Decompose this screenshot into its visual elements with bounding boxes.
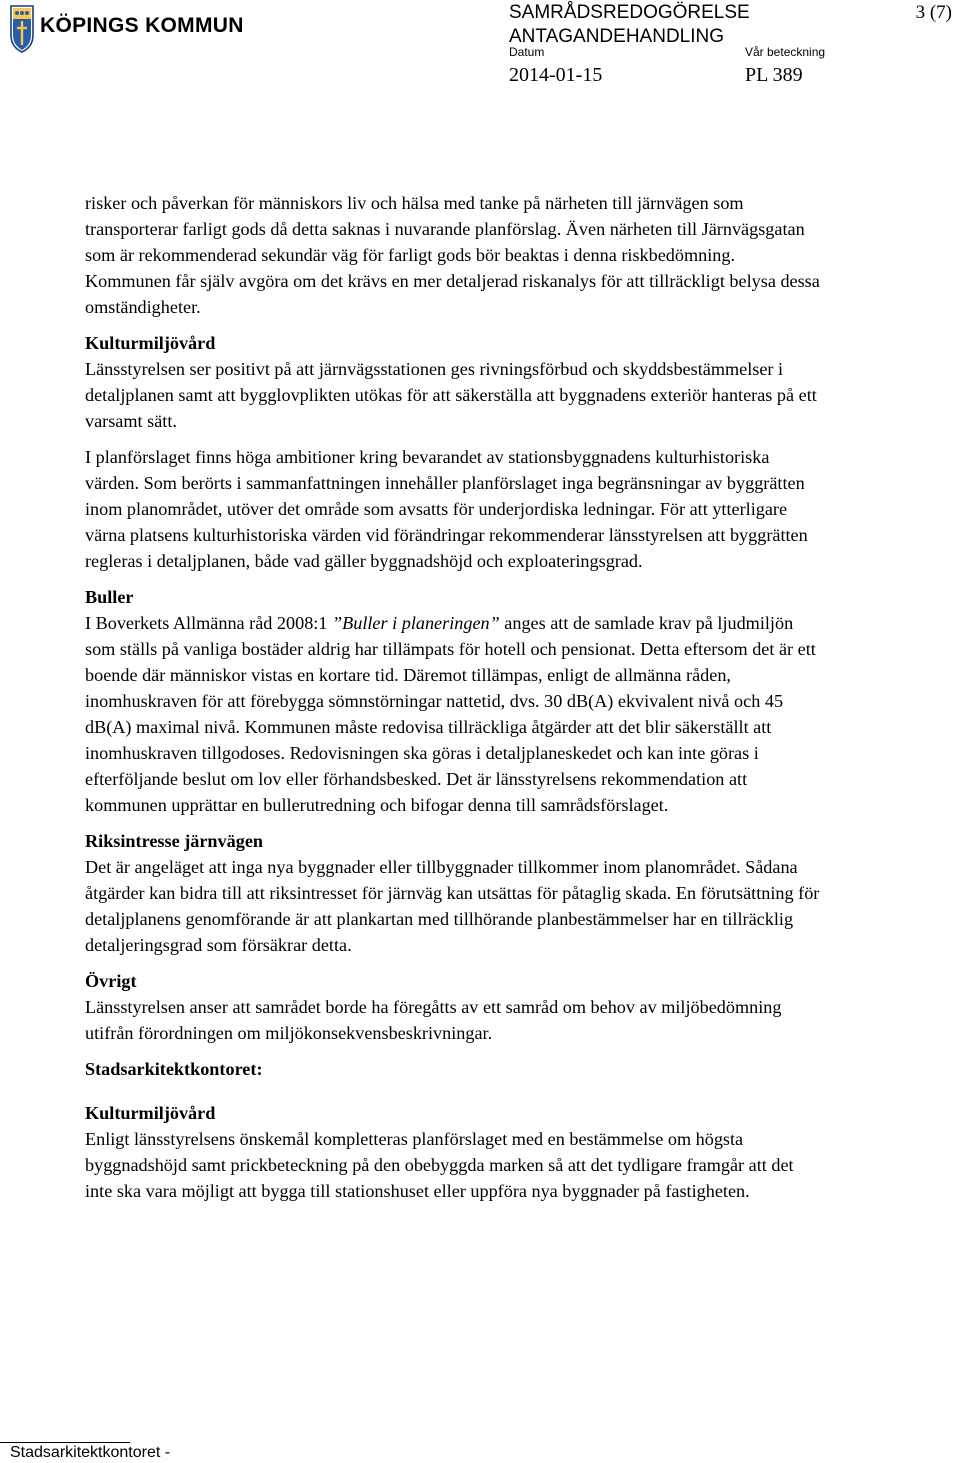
document-body <box>85 190 820 1214</box>
heading-kulturmiljovard: Kulturmiljövård <box>85 333 216 353</box>
paragraph-ovrigt: Länsstyrelsen anser att samrådet borde ha föregåtts av ett samråd om behov av miljöbedömning utifrån förordningen om miljökonsekvensbeskrivningar. <box>85 997 782 1043</box>
paragraph-kultur-1: Länsstyrelsen ser positivt på att järnvägsstationen ges rivningsförbud och skyddsbestämmelser i detaljplanen samt att bygglovplikten utökas för att säkerställa att byggnadens exteriör hanteras på ett varsamt sätt. <box>85 359 817 431</box>
heading-kulturmiljovard-2: Kulturmiljövård <box>85 1103 216 1123</box>
coat-of-arms-icon <box>10 5 34 53</box>
paragraph-stads-kultur: Enligt länsstyrelsens önskemål kompletteras planförslaget med en bestämmelse om högsta byggnadshöjd samt prickbeteckning på den obebyggda marken så att det tydligare framgår att det inte ska vara möjligt att bygga till stationshuset eller uppföra nya byggnader på fastigheten. <box>85 1129 794 1201</box>
date-value: 2014-01-15 <box>509 64 603 86</box>
page-number: 3 (7) <box>915 2 952 23</box>
paragraph-risk: risker och påverkan för människors liv och hälsa med tanke på närheten till järnvägen som transporterar farligt gods då detta saknas i nuvarande planförslag. Även närheten till Järnvägsgatan som är rekommenderad sekundär väg för farligt gods bör beaktas i denna riskbedömning. Kommunen får själv avgöra om det krävs en mer detaljerad riskanalys för att tillräckligt belysa dessa omständigheter. <box>85 193 820 317</box>
buller-text-end: anges att de samlade krav på ljudmiljön som ställs på vanliga bostäder aldrig har tillämpats för hotell och pensionat. Detta eftersom det är ett boende där människor vistas en kortare tid. Däremot tillämpas, enligt de allmänna råden, inomhuskraven för att förebygga sömnstörningar nattetid, dvs. 30 dB(A) ekvivalent nivå och 45 dB(A) maximal nivå. Kommunen måste redovisa tillräckliga åtgärder att det blir säkerställt att inomhuskraven tillgodoses. Redovisningen ska göras i detaljplaneskedet och kan inte göras i efterföljande beslut om lov eller förhandsbesked. Det är länsstyrelsens rekommendation att kommunen upprättar en bullerutredning och bifogar denna till samrådsförslaget. <box>85 613 816 815</box>
heading-ovrigt: Övrigt <box>85 971 137 991</box>
paragraph-riksintresse: Det är angeläget att inga nya byggnader eller tillbyggnader tillkommer inom planområdet. Sådana åtgärder kan bidra till att riksintresset för järnväg kan utsättas för påtaglig skada. En förutsättning för detaljplanens genomförande är att plankartan med tillhörande planbestämmelser har en tillräcklig detaljeringsgrad som försäkrar detta. <box>85 857 820 955</box>
reference-value: PL 389 <box>745 64 803 86</box>
buller-text-start: I Boverkets Allmänna råd 2008:1 <box>85 613 332 633</box>
buller-publication-title: ”Buller i planeringen” <box>332 613 500 633</box>
document-type-line-2: ANTAGANDEHANDLING <box>509 26 725 47</box>
footer-text: Stadsarkitektkontoret - <box>10 1444 171 1461</box>
date-label: Datum <box>509 45 545 59</box>
page-header <box>0 0 960 100</box>
document-type-line-1: SAMRÅDSREDOGÖRELSE <box>509 2 750 23</box>
logo <box>10 5 244 53</box>
heading-riksintresse: Riksintresse järnvägen <box>85 831 264 851</box>
document-type <box>509 1 750 49</box>
paragraph-kultur-2: I planförslaget finns höga ambitioner kring bevarandet av stationsbyggnadens kulturhistoriska värden. Som berörts i sammanfattningen innehåller planförslaget inga begränsningar av byggrätten inom planområdet, utöver det område som avsatts för underjordiska ledningar. För att ytterligare värna platsens kulturhistoriska värden vid förändringar rekommenderar länsstyrelsen att byggrätten regleras i detaljplanen, både vad gäller byggnadshöjd och exploateringsgrad. <box>85 447 808 571</box>
heading-stadsarkitektkontoret: Stadsarkitektkontoret: <box>85 1059 263 1079</box>
org-name: KÖPINGS KOMMUN <box>40 14 244 37</box>
reference-label: Vår beteckning <box>745 45 826 59</box>
heading-buller: Buller <box>85 587 134 607</box>
paragraph-buller <box>85 610 820 818</box>
